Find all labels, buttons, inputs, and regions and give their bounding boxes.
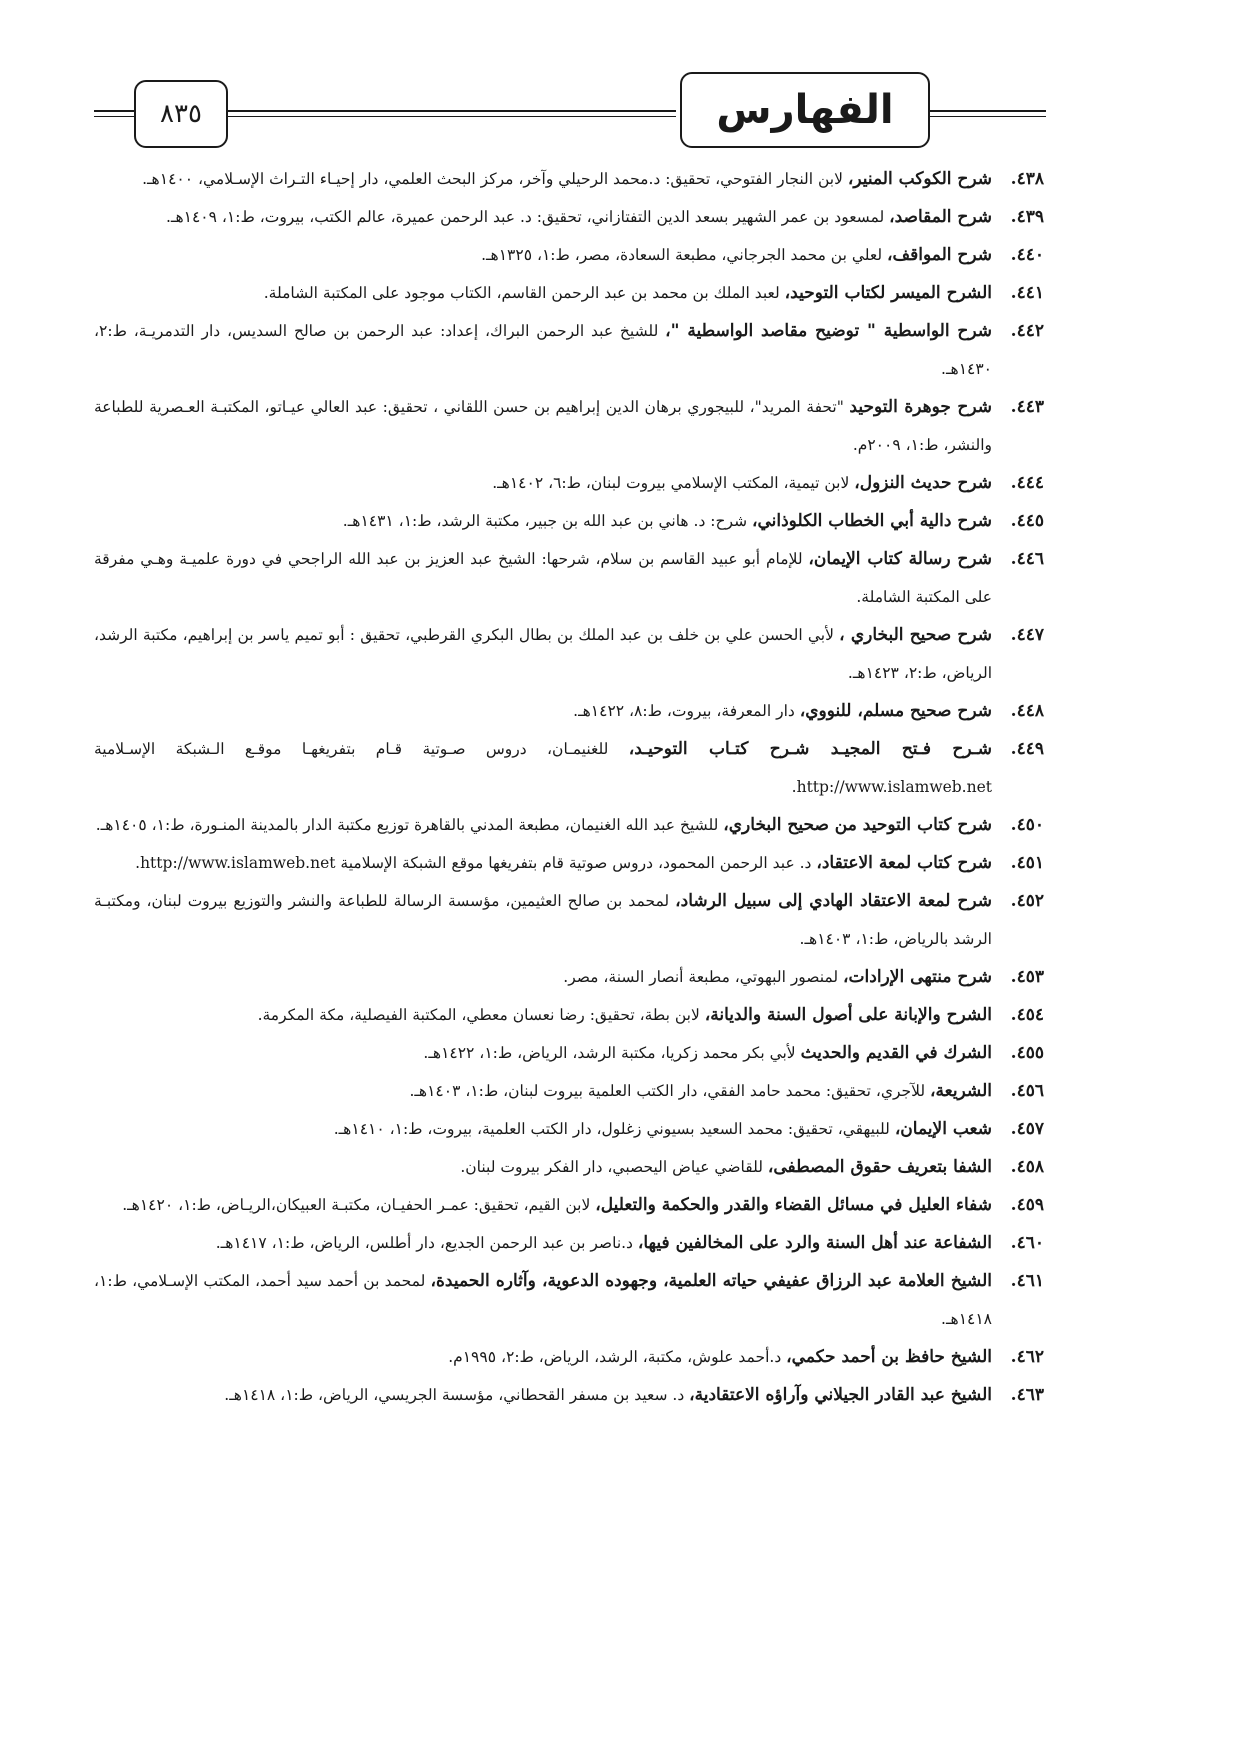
entry-title: شرح كتاب التوحيد من صحيح البخاري،	[723, 815, 992, 835]
entry-details: لابن بطة، تحقيق: رضا نعسان معطي، المكتبة الفيصلية، مكة المكرمة.	[257, 1006, 705, 1024]
entry-number: ٤٥٧.	[1010, 1119, 1044, 1139]
entry-text	[94, 844, 998, 882]
entry-text	[94, 1072, 998, 1110]
bibliography-entry	[94, 1072, 1044, 1110]
entry-text	[94, 1376, 998, 1414]
entry-title: شفاء العليل في مسائل القضاء والقدر والحكمة والتعليل،	[595, 1195, 992, 1215]
entry-text	[94, 616, 998, 692]
bibliography-entry	[94, 1376, 1044, 1414]
entry-text	[94, 1034, 998, 1072]
page-title: الفهارس	[716, 87, 894, 133]
bibliography-entry	[94, 160, 1044, 198]
entry-number: ٤٤٧.	[1010, 625, 1044, 645]
bibliography-entry	[94, 1262, 1044, 1338]
entry-number: ٤٥٤.	[1010, 1005, 1044, 1025]
entry-details: لمحمد بن صالح العثيمين، مؤسسة الرسالة للطباعة والنشر والتوزيع بيروت لبنان، ومكتبـة الرشد بالرياض، ط:١، ١٤٠٣هـ.	[94, 892, 992, 948]
bibliography-entry	[94, 844, 1044, 882]
entry-text	[94, 464, 998, 502]
entry-number: ٤٥٣.	[1010, 967, 1044, 987]
entry-number: ٤٣٩.	[1010, 207, 1044, 227]
bibliography-entry	[94, 540, 1044, 616]
entry-text	[94, 160, 998, 198]
entry-number: ٤٥٠.	[1010, 815, 1044, 835]
entry-title: شرح دالية أبي الخطاب الكلوذاني،	[751, 511, 992, 531]
entry-title: شرح المواقف،	[887, 245, 992, 265]
entry-details: د.أحمد علوش، مكتبة، الرشد، الرياض، ط:٢، ١٩٩٥م.	[448, 1348, 787, 1366]
entry-title: شرح حديث النزول،	[854, 473, 992, 493]
entry-title: الشرح والإبانة على أصول السنة والديانة،	[704, 1005, 992, 1025]
entry-number: ٤٤٣.	[1010, 397, 1044, 417]
bibliography-entry	[94, 312, 1044, 388]
entry-number: ٤٥٥.	[1010, 1043, 1044, 1063]
page-number: ٨٣٥	[160, 99, 202, 129]
entry-number: ٤٥١.	[1010, 853, 1044, 873]
entry-title: شرح المقاصد،	[889, 207, 992, 227]
entry-text	[94, 692, 998, 730]
entry-title: شرح منتهى الإرادات،	[843, 967, 992, 987]
entry-text	[94, 312, 998, 388]
bibliography-entry	[94, 1338, 1044, 1376]
entry-number: ٤٤٦.	[1010, 549, 1044, 569]
entry-text	[94, 1262, 998, 1338]
bibliography-entry	[94, 730, 1044, 806]
entry-details: لأبي الحسن علي بن خلف بن عبد الملك بن بطال البكري القرطبي، تحقيق : أبو تميم ياسر بن إبراهيم، مكتبة الرشد، الرياض، ط:٢، ١٤٢٣هـ.	[94, 626, 992, 682]
entry-title: الشيخ حافظ بن أحمد حكمي،	[786, 1347, 992, 1367]
entry-title: شرح صحيح البخاري ،	[839, 625, 992, 645]
entry-title: الشرح الميسر لكتاب التوحيد،	[784, 283, 992, 303]
entry-number: ٤٥٨.	[1010, 1157, 1044, 1177]
entry-text	[94, 274, 998, 312]
entry-details: للغنيمـان، دروس صـوتية قـام بتفريغهـا موقـع الـشبكة الإسـلامية http://www.islamweb.net.	[94, 740, 992, 796]
entry-details: د. عبد الرحمن المحمود، دروس صوتية قام بتفريغها موقع الشبكة الإسلامية http://www.islamweb.net.	[135, 854, 817, 872]
bibliography-entry	[94, 958, 1044, 996]
entry-details: لابن القيم، تحقيق: عمـر الحفيـان، مكتبـة العبيكان،الريـاض، ط:١، ١٤٢٠هـ.	[122, 1196, 596, 1214]
entry-title: الشفاعة عند أهل السنة والرد على المخالفين فيها،	[637, 1233, 992, 1253]
entry-text	[94, 540, 998, 616]
entry-text	[94, 730, 998, 806]
entry-details: دار المعرفة، بيروت، ط:٨، ١٤٢٢هـ.	[573, 702, 800, 720]
entry-number: ٤٦١.	[1010, 1271, 1044, 1291]
header-rule-middle	[226, 110, 676, 112]
entry-text	[94, 1110, 998, 1148]
entry-details: "تحفة المريد"، للبيجوري برهان الدين إبراهيم بن حسن اللقاني ، تحقيق: عبد العالي عيـاتو، المكتبـة العـصرية للطباعة والنشر، ط:١، ٢٠٠٩م.	[94, 398, 992, 454]
entry-number: ٤٤٩.	[1010, 739, 1044, 759]
bibliography-entry	[94, 236, 1044, 274]
entry-title: شرح لمعة الاعتقاد الهادي إلى سبيل الرشاد،	[675, 891, 992, 911]
entry-number: ٤٣٨.	[1010, 169, 1044, 189]
entry-number: ٤٤٢.	[1010, 321, 1044, 341]
entry-text	[94, 1224, 998, 1262]
entry-text	[94, 388, 998, 464]
entry-number: ٤٤٠.	[1010, 245, 1044, 265]
entry-details: للبيهقي، تحقيق: محمد السعيد بسيوني زغلول، دار الكتب العلمية، بيروت، ط:١، ١٤١٠هـ.	[333, 1120, 895, 1138]
entry-text	[94, 806, 998, 844]
entry-number: ٤٥٩.	[1010, 1195, 1044, 1215]
entry-title: شرح كتاب لمعة الاعتقاد،	[816, 853, 992, 873]
entry-text	[94, 958, 998, 996]
entry-number: ٤٤٥.	[1010, 511, 1044, 531]
entry-title: الشفا بتعريف حقوق المصطفى،	[767, 1157, 992, 1177]
entry-title: شرح جوهرة التوحيد	[849, 397, 992, 417]
entry-title: الشيخ العلامة عبد الرزاق عفيفي حياته العلمية، وجهوده الدعوية، وآثاره الحميدة،	[430, 1271, 992, 1291]
entry-number: ٤٥٢.	[1010, 891, 1044, 911]
bibliography-entry	[94, 198, 1044, 236]
entry-details: لعبد الملك بن محمد بن عبد الرحمن القاسم، الكتاب موجود على المكتبة الشاملة.	[263, 284, 785, 302]
entry-details: للآجري، تحقيق: محمد حامد الفقي، دار الكتب العلمية بيروت لبنان، ط:١، ١٤٠٣هـ.	[409, 1082, 931, 1100]
bibliography-entry	[94, 274, 1044, 312]
entry-text	[94, 1338, 998, 1376]
page-number-box	[134, 80, 228, 148]
entry-text	[94, 882, 998, 958]
entry-details: شرح: د. هاني بن عبد الله بن جبير، مكتبة الرشد، ط:١، ١٤٣١هـ.	[342, 512, 752, 530]
entry-details: لابن تيمية، المكتب الإسلامي بيروت لبنان، ط:٦، ١٤٠٢هـ.	[492, 474, 855, 492]
entry-number: ٤٦٠.	[1010, 1233, 1044, 1253]
bibliography-entry	[94, 502, 1044, 540]
bibliography-entry	[94, 1186, 1044, 1224]
entry-details: د.ناصر بن عبد الرحمن الجديع، دار أطلس، الرياض، ط:١، ١٤١٧هـ.	[215, 1234, 638, 1252]
entry-text	[94, 1186, 998, 1224]
entry-details: د. سعيد بن مسفر القحطاني، مؤسسة الجريسي، الرياض، ط:١، ١٤١٨هـ.	[224, 1386, 690, 1404]
header-rule-left	[94, 110, 134, 112]
title-box	[680, 72, 930, 148]
entry-number: ٤٦٢.	[1010, 1347, 1044, 1367]
entry-number: ٤٤٤.	[1010, 473, 1044, 493]
entry-text	[94, 198, 998, 236]
entry-details: لابن النجار الفتوحي، تحقيق: د.محمد الرحيلي وآخر، مركز البحث العلمي، دار إحيـاء التـراث الإسـلامي، ١٤٠٠هـ.	[142, 170, 848, 188]
entry-number: ٤٥٦.	[1010, 1081, 1044, 1101]
bibliography-entry	[94, 806, 1044, 844]
bibliography-entry	[94, 692, 1044, 730]
bibliography-entry	[94, 1148, 1044, 1186]
bibliography-entry	[94, 616, 1044, 692]
entry-title: الشريعة،	[930, 1081, 992, 1101]
bibliography-entry	[94, 1110, 1044, 1148]
entry-number: ٤٤٨.	[1010, 701, 1044, 721]
bibliography-entry	[94, 464, 1044, 502]
entry-title: شعب الإيمان،	[894, 1119, 992, 1139]
header-rule-right	[926, 110, 1046, 112]
entry-text	[94, 502, 998, 540]
entry-details: للشيخ عبد الرحمن البراك، إعداد: عبد الرحمن بن صالح السديس، دار التدمريـة، ط:٢، ١٤٣٠هـ.	[94, 322, 992, 378]
entry-details: لأبي بكر محمد زكريا، مكتبة الرشد، الرياض، ط:١، ١٤٢٢هـ.	[423, 1044, 801, 1062]
entry-title: شرح الواسطية " توضيح مقاصد الواسطية "،	[665, 321, 993, 341]
entry-details: للقاضي عياض اليحصبي، دار الفكر بيروت لبنان.	[460, 1158, 768, 1176]
entry-title: شرح صحيح مسلم، للنووي،	[799, 701, 992, 721]
page-header	[0, 70, 1240, 160]
entry-title: الشرك في القديم والحديث	[800, 1043, 992, 1063]
entry-details: للإمام أبو عبيد القاسم بن سلام، شرحها: الشيخ عبد العزيز بن عبد الله الراجحي في دورة علميـة وهـي مفرقة على المكتبة الشاملة.	[94, 550, 992, 606]
bibliography-entry	[94, 1224, 1044, 1262]
entry-text	[94, 236, 998, 274]
entry-title: شـرح فـتح المجيـد شـرح كتـاب التوحيـد،	[628, 739, 992, 759]
bibliography-entry	[94, 882, 1044, 958]
entry-details: لمحمد بن أحمد سيد أحمد، المكتب الإسـلامي، ط:١، ١٤١٨هـ.	[94, 1272, 992, 1328]
bibliography-entry	[94, 996, 1044, 1034]
bibliography-list	[94, 160, 1044, 1414]
entry-title: شرح الكوكب المنير،	[847, 169, 992, 189]
entry-title: شرح رسالة كتاب الإيمان،	[808, 549, 992, 569]
entry-text	[94, 996, 998, 1034]
entry-details: لمسعود بن عمر الشهير بسعد الدين التفتازاني، تحقيق: د. عبد الرحمن عميرة، عالم الكتب، بيروت، ط:١، ١٤٠٩هـ.	[166, 208, 890, 226]
entry-details: لمنصور البهوتي، مطبعة أنصار السنة، مصر.	[563, 968, 844, 986]
entry-details: لعلي بن محمد الجرجاني، مطبعة السعادة، مصر، ط:١، ١٣٢٥هـ.	[481, 246, 888, 264]
entry-number: ٤٤١.	[1010, 283, 1044, 303]
entry-details: للشيخ عبد الله الغنيمان، مطبعة المدني بالقاهرة توزيع مكتبة الدار بالمدينة المنـورة، ط:١، ١٤٠٥هـ.	[95, 816, 724, 834]
bibliography-entry	[94, 388, 1044, 464]
entry-title: الشيخ عبد القادر الجيلاني وآراؤه الاعتقادية،	[689, 1385, 992, 1405]
entry-number: ٤٦٣.	[1010, 1385, 1044, 1405]
entry-text	[94, 1148, 998, 1186]
bibliography-entry	[94, 1034, 1044, 1072]
